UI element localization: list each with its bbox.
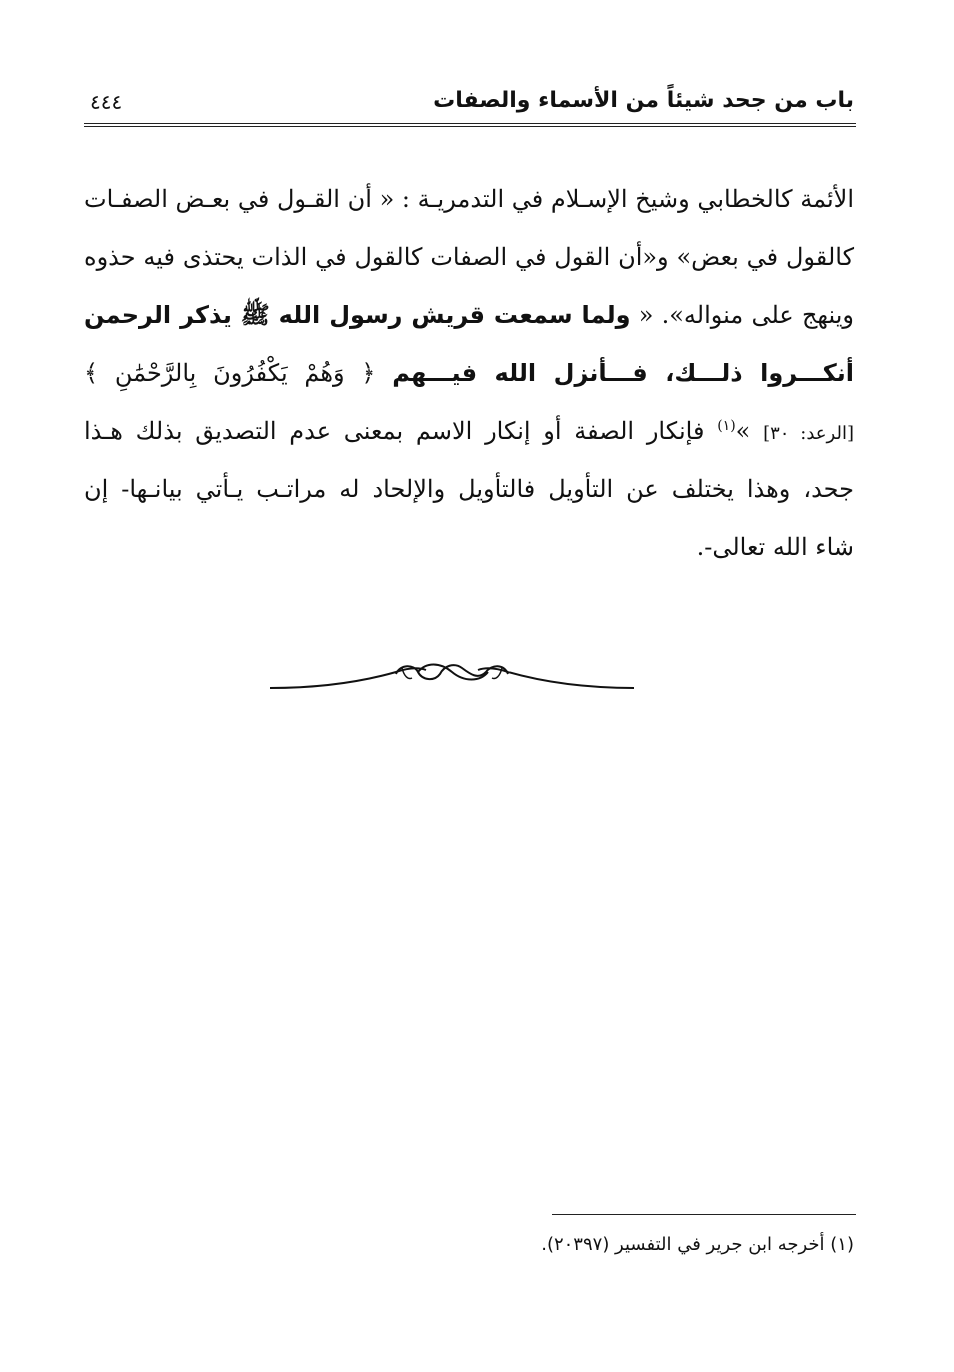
body-line-3 (84, 286, 854, 344)
body-text (84, 170, 854, 576)
body-line-5 (84, 402, 854, 460)
chapter-title: باب من جحد شيئاً من الأسماء والصفات (433, 88, 854, 113)
page-header (84, 84, 854, 124)
body-line-4 (84, 344, 854, 402)
body-line-5-text: فإنكار الصفة أو إنكار الاسم بمعنى عدم التصديق بذلك هـذا (84, 417, 705, 445)
footnote-marker: (١) (717, 418, 736, 434)
body-line-7: شاء الله تعالى-. (696, 533, 854, 561)
footnote-1: (١) أخرجه ابن جرير في التفسير (٢٠٣٩٧). (541, 1234, 854, 1255)
body-line-3-plain: وينهج على منواله». « (638, 301, 855, 329)
body-line-6: جحد، وهذا يختلف عن التأويل فالتأويل والإلحاد له مراتـب يـأتي بيانـها- إن (84, 475, 854, 503)
footnote-rule (552, 1214, 856, 1215)
hadith-quote-end: أنكـــروا ذلـــك، فـــأنزل الله فيـــهم (392, 359, 855, 387)
ornamental-divider-icon (268, 650, 636, 700)
verse-reference: [الرعد: ٣٠] (763, 423, 854, 444)
body-line-2: كالقول في بعض» و«أن القول في الصفات كالقول في الذات يحتذى فيه حذوه (84, 243, 854, 271)
page-number: ٤٤٤ (90, 90, 123, 114)
hadith-quote-start: ولما سمعت قريش رسول الله ﷺ يذكر الرحمن (84, 301, 631, 329)
quran-verse: ﴿ وَهُمْ يَكْفُرُونَ بِالرَّحْمَٰنِ ﴾ (84, 359, 376, 387)
closing-quote: » (735, 417, 751, 445)
header-rule (84, 123, 856, 127)
body-line-1: الأئمة كالخطابي وشيخ الإسـلام في التدمريـة : « أن القـول في بعـض الصفـات (84, 185, 854, 213)
